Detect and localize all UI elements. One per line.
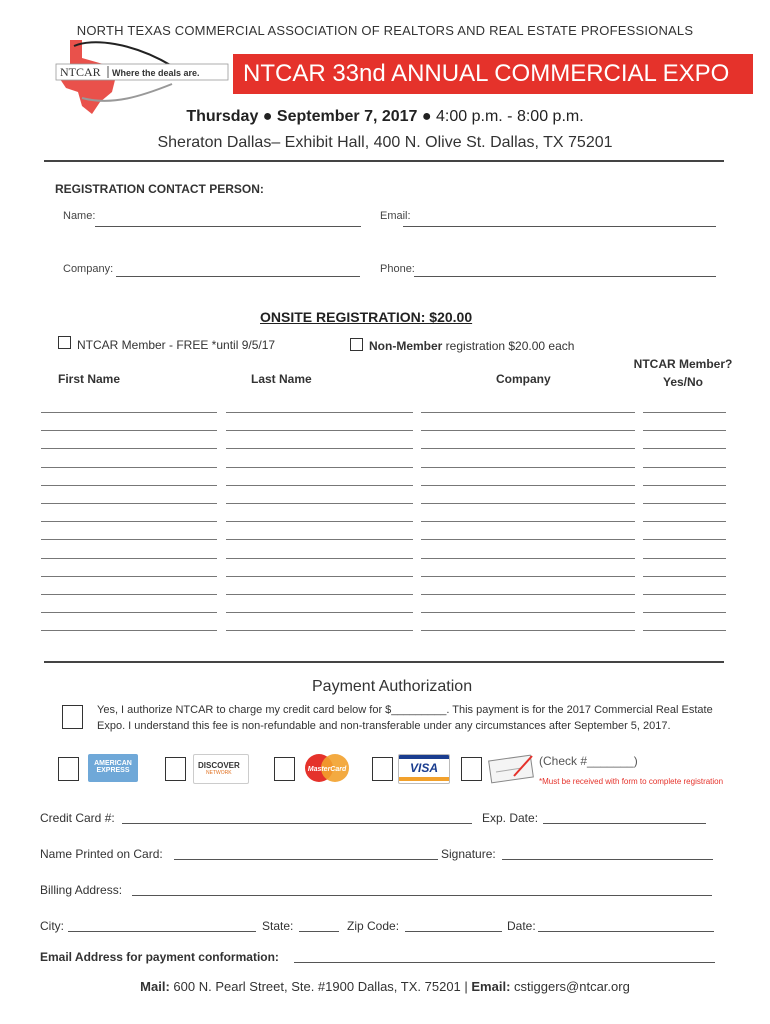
col-member-yn: Yes/No [662, 375, 704, 389]
logo-tagline: Where the deals are. [112, 68, 200, 78]
attendee-first-name-field[interactable] [41, 594, 217, 595]
event-venue: Sheraton Dallas– Exhibit Hall, 400 N. Olive St. Dallas, TX 75201 [157, 134, 613, 151]
payment-email-label: Email Address for payment conformation: [40, 950, 279, 964]
attendee-member-yes-no-field[interactable] [643, 558, 726, 559]
nonmember-checkbox[interactable] [350, 338, 363, 351]
attendee-first-name-field[interactable] [41, 539, 217, 540]
attendee-first-name-field[interactable] [41, 412, 217, 413]
attendee-last-name-field[interactable] [226, 503, 413, 504]
discover-sub: NETWORK [206, 770, 232, 776]
date-label: Date: [507, 919, 536, 933]
credit-card-label: Credit Card #: [40, 811, 115, 825]
phone-field[interactable] [414, 276, 716, 277]
authorize-checkbox[interactable] [62, 705, 83, 729]
attendee-company-field[interactable] [421, 576, 635, 577]
onsite-registration-title: ONSITE REGISTRATION: $20.00 [260, 309, 473, 325]
footer-mail-label: Mail: [140, 979, 170, 994]
footer-email-label: Email: [471, 979, 511, 994]
authorize-line-1: Yes, I authorize NTCAR to charge my credit card below for $_________. This payment is for the 2017 Commercial Real Estate [97, 704, 713, 716]
attendee-last-name-field[interactable] [226, 539, 413, 540]
event-title: NTCAR 33nd ANNUAL COMMERCIAL EXPO [233, 54, 753, 94]
attendee-member-yes-no-field[interactable] [643, 576, 726, 577]
nonmember-option [369, 339, 574, 353]
attendee-company-field[interactable] [421, 448, 635, 449]
attendee-last-name-field[interactable] [226, 412, 413, 413]
discover-text: DISCOVER [198, 761, 240, 770]
visa-checkbox[interactable] [372, 757, 393, 781]
exp-date-label: Exp. Date: [482, 811, 539, 825]
name-field[interactable] [95, 226, 361, 227]
attendee-company-field[interactable] [421, 630, 635, 631]
event-time: 4:00 p.m. - 8:00 p.m. [436, 108, 584, 125]
name-on-card-label: Name Printed on Card: [40, 847, 163, 861]
name-on-card-field[interactable] [174, 859, 438, 860]
discover-checkbox[interactable] [165, 757, 186, 781]
amex-line-2: EXPRESS [96, 767, 130, 774]
mastercard-logo [302, 752, 352, 784]
footer-email-value: cstiggers@ntcar.org [510, 979, 630, 994]
exp-date-field[interactable] [543, 823, 706, 824]
state-field[interactable] [299, 931, 339, 932]
attendee-last-name-field[interactable] [226, 576, 413, 577]
attendee-member-yes-no-field[interactable] [643, 503, 726, 504]
member-checkbox[interactable] [58, 336, 71, 349]
attendee-member-yes-no-field[interactable] [643, 521, 726, 522]
event-date-line [0, 108, 770, 126]
col-last-name: Last Name [251, 372, 312, 386]
event-day: Thursday [186, 108, 259, 125]
attendee-first-name-field[interactable] [41, 467, 217, 468]
state-label: State: [262, 919, 294, 933]
attendee-first-name-field[interactable] [41, 521, 217, 522]
signature-field[interactable] [502, 859, 713, 860]
check-icon [486, 750, 536, 786]
billing-address-label: Billing Address: [40, 883, 123, 897]
bullet-1: ● [262, 108, 273, 125]
attendee-last-name-field[interactable] [226, 612, 413, 613]
amex-logo [88, 754, 138, 782]
check-note: *Must be received with form to complete registration [539, 777, 724, 786]
attendee-last-name-field[interactable] [226, 448, 413, 449]
amex-line-1: AMERICAN [94, 760, 132, 767]
attendee-company-field[interactable] [421, 485, 635, 486]
attendee-last-name-field[interactable] [226, 594, 413, 595]
attendee-first-name-field[interactable] [41, 558, 217, 559]
attendee-company-field[interactable] [421, 430, 635, 431]
attendee-first-name-field[interactable] [41, 503, 217, 504]
attendee-last-name-field[interactable] [226, 630, 413, 631]
company-field[interactable] [116, 276, 360, 277]
attendee-last-name-field[interactable] [226, 558, 413, 559]
nonmember-bold-label: Non-Member [369, 339, 443, 353]
authorize-line-2: Expo. I understand this fee is non-refundable and non-transferable under any circumstances after September 5, 2017. [97, 720, 671, 732]
attendee-first-name-field[interactable] [41, 612, 217, 613]
attendee-first-name-field[interactable] [41, 630, 217, 631]
phone-label: Phone: [380, 263, 415, 275]
attendee-last-name-field[interactable] [226, 467, 413, 468]
registration-divider [44, 661, 724, 663]
attendee-member-yes-no-field[interactable] [643, 412, 726, 413]
date-field[interactable] [538, 931, 714, 932]
attendee-company-field[interactable] [421, 539, 635, 540]
company-label: Company: [63, 263, 114, 275]
col-company: Company [496, 372, 551, 386]
name-label: Name: [63, 210, 96, 222]
attendee-member-yes-no-field[interactable] [643, 630, 726, 631]
attendee-last-name-field[interactable] [226, 430, 413, 431]
col-member-q: NTCAR Member? [633, 357, 733, 371]
contact-heading: REGISTRATION CONTACT PERSON: [55, 182, 264, 196]
footer-mail-value: 600 N. Pearl Street, Ste. #1900 Dallas, TX. 75201 | [169, 979, 472, 994]
mastercard-checkbox[interactable] [274, 757, 295, 781]
check-checkbox[interactable] [461, 757, 482, 781]
attendee-member-yes-no-field[interactable] [643, 485, 726, 486]
attendee-company-field[interactable] [421, 503, 635, 504]
signature-label: Signature: [441, 847, 496, 861]
org-name: NORTH TEXAS COMMERCIAL ASSOCIATION OF REALTORS AND REAL ESTATE PROFESSIONALS [76, 23, 694, 38]
attendee-company-field[interactable] [421, 558, 635, 559]
nonmember-rest-label: registration $20.00 each [442, 339, 575, 353]
attendee-first-name-field[interactable] [41, 576, 217, 577]
attendee-member-yes-no-field[interactable] [643, 430, 726, 431]
payment-title: Payment Authorization [312, 678, 473, 695]
header-divider [44, 160, 724, 162]
credit-card-field[interactable] [122, 823, 472, 824]
attendee-first-name-field[interactable] [41, 430, 217, 431]
attendee-member-yes-no-field[interactable] [643, 594, 726, 595]
city-label: City: [40, 919, 64, 933]
discover-logo [193, 754, 249, 784]
event-date: September 7, 2017 [276, 108, 418, 125]
visa-logo [398, 754, 450, 784]
attendee-member-yes-no-field[interactable] [643, 612, 726, 613]
ntcar-logo [52, 36, 230, 116]
billing-address-field[interactable] [132, 895, 712, 896]
footer-contact [0, 979, 770, 994]
bullet-2: ● [421, 108, 432, 125]
email-field[interactable] [403, 226, 716, 227]
attendee-last-name-field[interactable] [226, 521, 413, 522]
city-field[interactable] [68, 931, 256, 932]
attendee-member-yes-no-field[interactable] [643, 448, 726, 449]
attendee-member-yes-no-field[interactable] [643, 467, 726, 468]
payment-email-field[interactable] [294, 962, 715, 963]
amex-checkbox[interactable] [58, 757, 79, 781]
email-label: Email: [380, 210, 411, 222]
logo-text: NTCAR [60, 65, 101, 79]
visa-text: VISA [409, 761, 438, 775]
attendee-company-field[interactable] [421, 612, 635, 613]
attendee-company-field[interactable] [421, 467, 635, 468]
attendee-first-name-field[interactable] [41, 485, 217, 486]
zip-code-label: Zip Code: [347, 919, 400, 933]
attendee-company-field[interactable] [421, 412, 635, 413]
zip-code-field[interactable] [405, 931, 502, 932]
member-option-label: NTCAR Member - FREE *until 9/5/17 [77, 338, 276, 352]
attendee-company-field[interactable] [421, 521, 635, 522]
col-first-name: First Name [58, 372, 121, 386]
attendee-member-yes-no-field[interactable] [643, 539, 726, 540]
mastercard-text: MasterCard [307, 766, 347, 773]
attendee-company-field[interactable] [421, 594, 635, 595]
check-number-label: (Check #_______) [539, 754, 638, 768]
attendee-last-name-field[interactable] [226, 485, 413, 486]
attendee-first-name-field[interactable] [41, 448, 217, 449]
